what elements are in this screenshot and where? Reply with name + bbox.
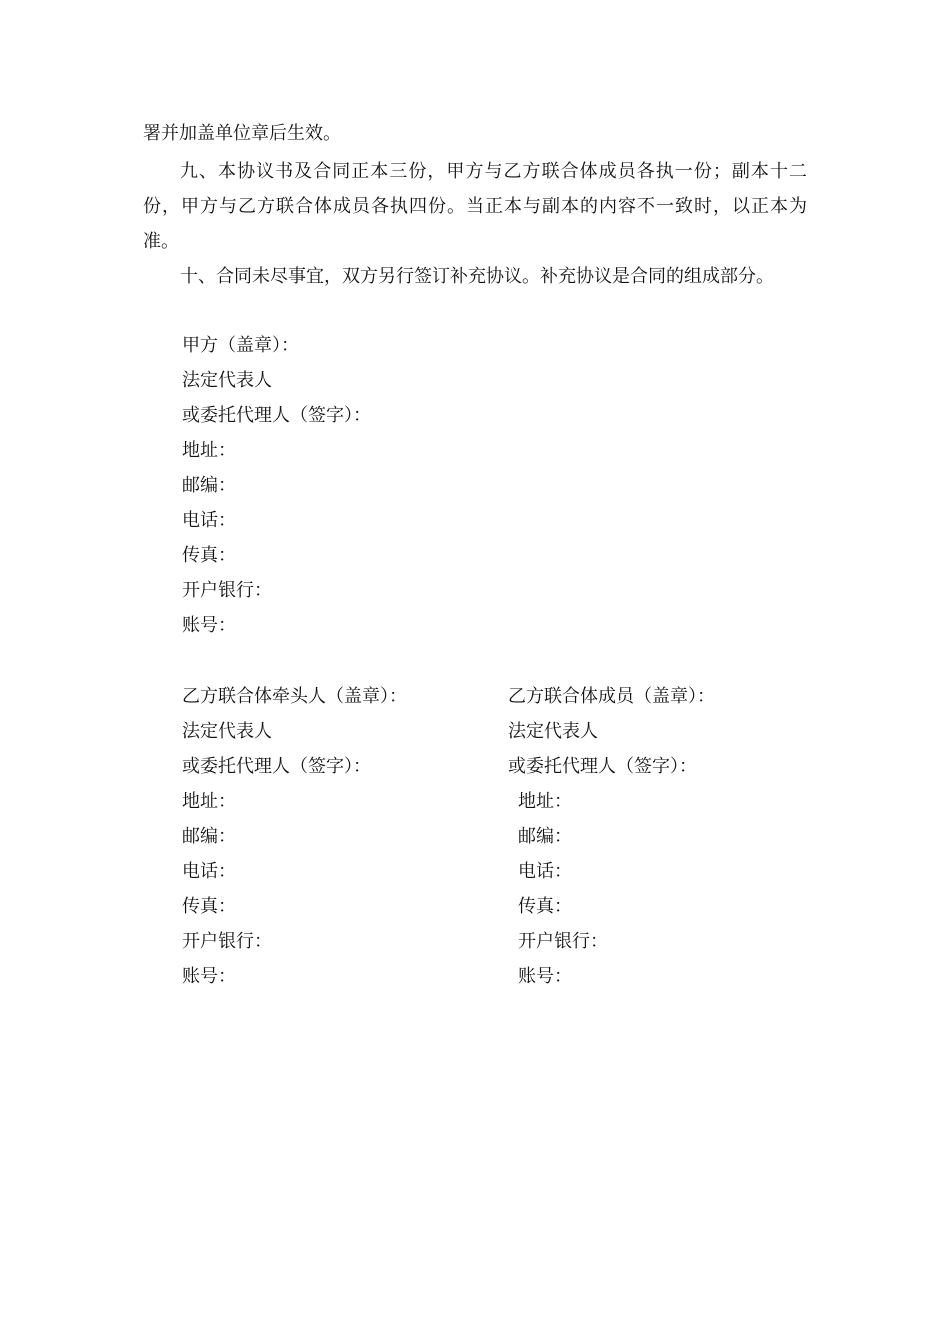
party-b-lead-fax: 传真： xyxy=(182,896,236,917)
party-b-lead-address: 地址： xyxy=(182,791,236,812)
party-a-address: 地址： xyxy=(182,440,236,461)
party-b-member-account: 账号： xyxy=(518,966,572,987)
party-b-member-signature-block xyxy=(508,679,715,784)
party-b-lead-bank: 开户银行： xyxy=(182,931,272,952)
clause-9: 九、本协议书及合同正本三份，甲方与乙方联合体成员各执一份；副本十二份，甲方与乙方联合体成员各执四份。当正本与副本的内容不一致时，以正本为准。 xyxy=(143,161,807,252)
clause-10: 十、合同未尽事宜，双方另行签订补充协议。补充协议是合同的组成部分。 xyxy=(180,266,774,287)
party-b-member-address: 地址： xyxy=(518,791,572,812)
party-b-lead-signature-block xyxy=(182,679,407,994)
party-b-member-fax: 传真： xyxy=(518,896,572,917)
party-a-account: 账号： xyxy=(182,615,236,636)
party-a-signature-block xyxy=(182,328,371,643)
party-a-fax: 传真： xyxy=(182,545,236,566)
party-b-member-bank: 开户银行： xyxy=(518,931,608,952)
party-b-lead-title: 乙方联合体牵头人（盖章）： xyxy=(182,686,407,707)
party-a-bank: 开户银行： xyxy=(182,580,272,601)
party-a-postcode: 邮编： xyxy=(182,475,236,496)
party-b-member-agent: 或委托代理人（签字）： xyxy=(508,756,697,777)
party-b-lead-phone: 电话： xyxy=(182,861,236,882)
party-a-agent: 或委托代理人（签字）： xyxy=(182,405,371,426)
party-b-member-details xyxy=(518,784,608,994)
party-b-member-title: 乙方联合体成员（盖章）： xyxy=(508,686,715,707)
party-b-lead-account: 账号： xyxy=(182,966,236,987)
party-b-member-phone: 电话： xyxy=(518,861,572,882)
party-b-member-postcode: 邮编： xyxy=(518,826,572,847)
party-a-phone: 电话： xyxy=(182,510,236,531)
party-a-title: 甲方（盖章）： xyxy=(182,335,299,356)
party-b-lead-agent: 或委托代理人（签字）： xyxy=(182,756,371,777)
party-a-legal-rep: 法定代表人 xyxy=(182,370,272,391)
party-b-member-legal-rep: 法定代表人 xyxy=(508,721,598,742)
continuation-line: 署并加盖单位章后生效。 xyxy=(143,123,341,144)
party-b-lead-postcode: 邮编： xyxy=(182,826,236,847)
party-b-lead-legal-rep: 法定代表人 xyxy=(182,721,272,742)
